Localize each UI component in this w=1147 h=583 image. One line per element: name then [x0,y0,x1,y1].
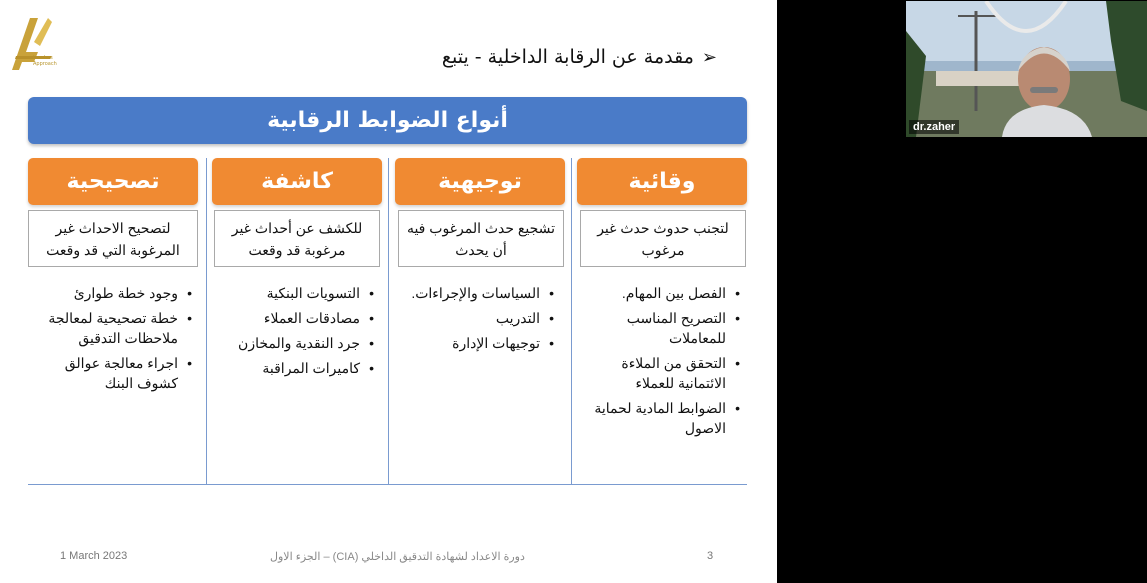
list-item: • جرد النقدية والمخازن [224,333,374,353]
list-item: • خطة تصحيحية لمعالجة ملاحظات التدقيق [42,308,192,348]
list-item: • الضوابط المادية لحماية الاصول [590,398,740,438]
list-item: • السياسات والإجراءات. [404,283,554,303]
list-item: • مصادقات العملاء [224,308,374,328]
column-divider [571,158,572,484]
participant-name-label: dr.zaher [909,120,959,134]
bullet-list-directive [404,283,554,358]
footer-date: 1 March 2023 [60,550,128,562]
leaders-approach-logo [8,12,58,77]
column-desc-detective: للكشف عن أحداث غير مرغوبة قد وقعت [214,210,380,267]
column-desc-preventive: لتجنب حدوث حدث غير مرغوب [580,210,746,267]
column-divider [206,158,207,484]
list-item: • وجود خطة طوارئ [42,283,192,303]
list-item: • التحقق من الملاءة الائتمانية للعملاء [590,353,740,393]
list-item: • توجيهات الإدارة [404,333,554,353]
participant-video-tile[interactable] [906,1,1147,137]
column-header-preventive: وقائية [577,158,747,205]
column-header-directive: توجيهية [395,158,565,205]
list-item: • التدريب [404,308,554,328]
list-item: • الفصل بين المهام. [590,283,740,303]
bullet-list-detective [224,283,374,383]
column-header-detective: كاشفة [212,158,382,205]
bottom-divider [28,484,747,485]
participant-video-feed [906,1,1147,137]
heading-text: مقدمة عن الرقابة الداخلية - يتبع [441,46,694,68]
bullet-list-preventive [590,283,740,443]
column-desc-directive: تشجيع حدث المرغوب فيه أن يحدث [398,210,564,267]
list-item: • التسويات البنكية [224,283,374,303]
controls-types-banner: أنواع الضوابط الرقابية [28,97,747,144]
logo-text: Leaders Approach [33,55,57,67]
page-number: 3 [707,550,714,562]
column-desc-corrective: لتصحيح الاحداث غير المرغوبة التي قد وقعت [28,210,198,267]
bullet-list-corrective [42,283,192,398]
slide-heading [442,46,717,68]
arrow-bullet-icon: ➢ [701,47,717,68]
footer-course-title: دورة الاعداد لشهادة التدقيق الداخلي (CIA) – الجزء الاول [270,551,525,563]
column-divider [388,158,389,484]
column-header-corrective: تصحيحية [28,158,198,205]
list-item: • كاميرات المراقبة [224,358,374,378]
list-item: • اجراء معالجة عوالق كشوف البنك [42,353,192,393]
list-item: • التصريح المناسب للمعاملات [590,308,740,348]
